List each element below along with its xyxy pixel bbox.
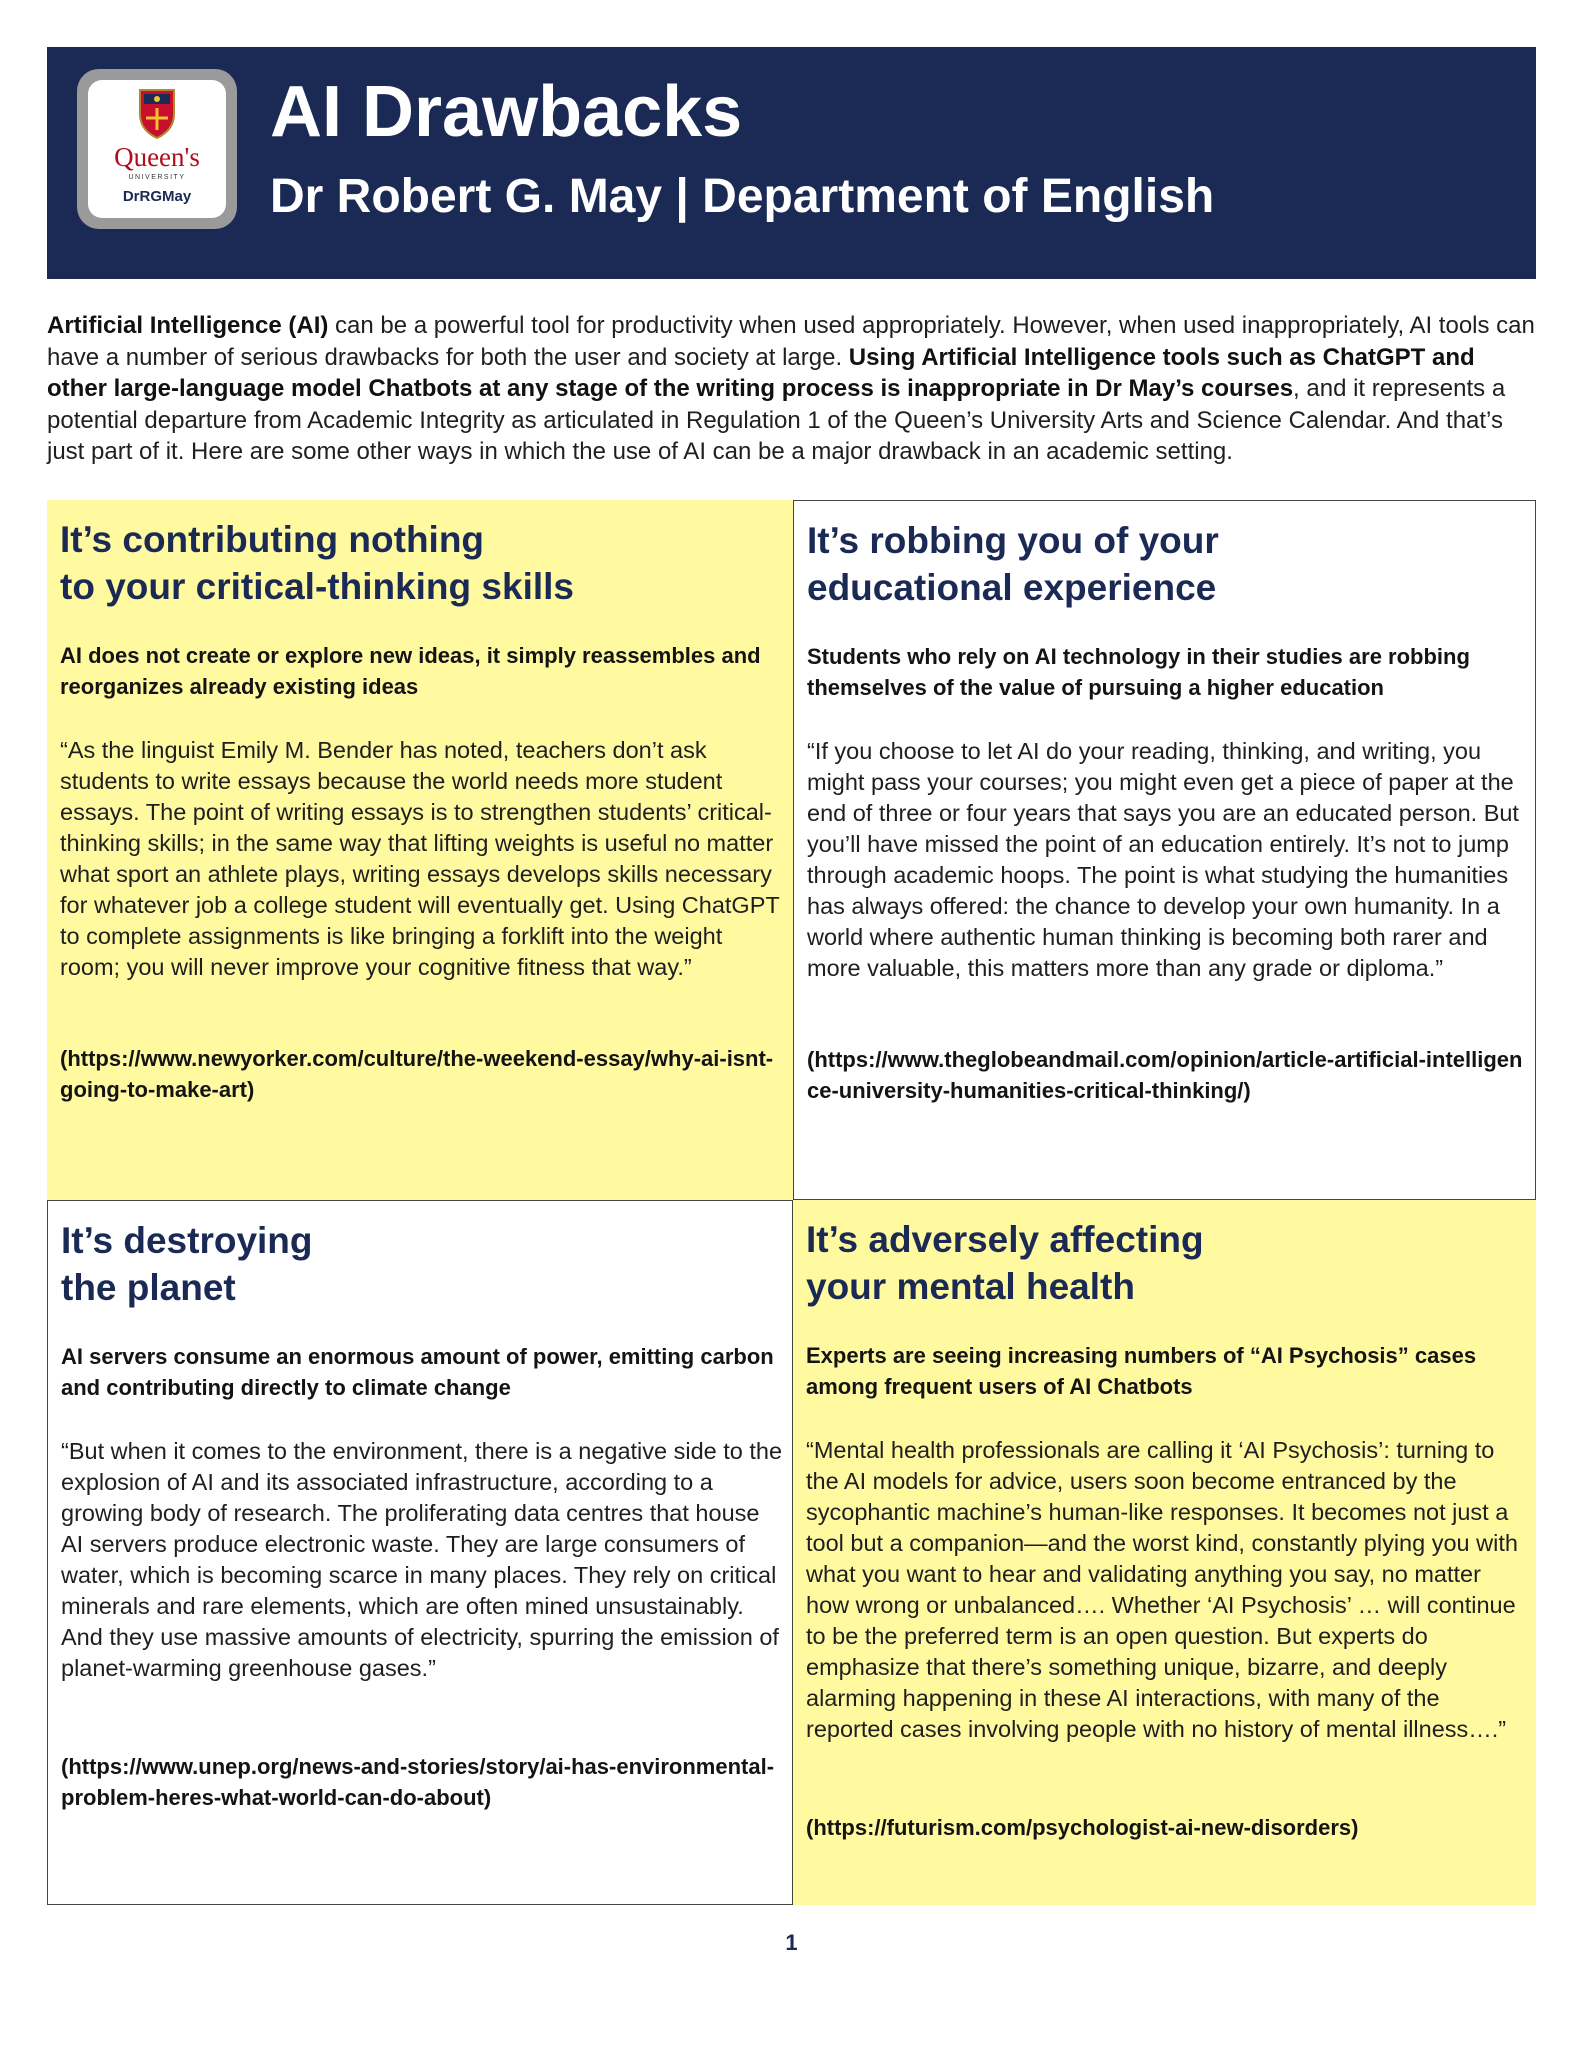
intro-paragraph: [47, 310, 1536, 468]
panel-heading: [61, 1217, 771, 1311]
logo-wordmark: Queen's: [114, 142, 200, 172]
crest-icon: [88, 80, 226, 142]
logo-handle: DrRGMay: [122, 188, 192, 205]
panel-heading: [60, 516, 770, 610]
panel-heading: [807, 517, 1517, 611]
critical-thinking-panel: [47, 500, 793, 1200]
panel-heading-line: It’s destroying: [61, 1220, 313, 1261]
page-number: 1: [785, 1930, 798, 1955]
panel-source-link[interactable]: (https://www.theglobeandmail.com/opinion/article-artificial-intelligence-university-humanities-critical-thinking/): [807, 1047, 1523, 1103]
panel-heading-line: It’s robbing you of your: [807, 520, 1219, 561]
panel-source-link[interactable]: (https://www.unep.org/news-and-stories/story/ai-has-environmental-problem-heres-what-world-can-do-about): [61, 1754, 775, 1810]
panel-quote: “Mental health professionals are calling it ‘AI Psychosis’: turning to the AI models for advice, users soon become entranced by the sycophantic machine’s human-like responses. It becomes not just a tool but a companion—and the worst kind, constantly plying you with what you want to hear and validating anything you say, no matter how wrong or unbalanced…. Whether ‘AI Psychosis’ … will continue to be the preferred term is an open question. But experts do emphasize that there’s something unique, bizarre, and deeply alarming happening in these AI interactions, with many of the reported cases involving people with no history of mental illness….”: [806, 1437, 1518, 1742]
logo-subtext: UNIVERSITY: [128, 174, 186, 181]
panel-lead: AI does not create or explore new ideas, it simply reassembles and reorganizes already existing ideas: [60, 643, 761, 699]
panel-heading-line: It’s contributing nothing: [60, 519, 485, 560]
intro-text-1: can be a powerful tool for productivity when used appropriately. However, when used inappropriately, AI tools can have a number of serious drawbacks for both the user and society at large.: [47, 312, 1535, 371]
logo-panel: [88, 80, 226, 218]
panel-heading: [806, 1216, 1516, 1310]
panel-lead: AI servers consume an enormous amount of power, emitting carbon and contributing directly to climate change: [61, 1344, 774, 1400]
panel-quote: “If you choose to let AI do your reading, thinking, and writing, you might pass your courses; you might even get a piece of paper at the end of three or four years that says you are an educated person. But you’ll have missed the point of an education entirely. It’s not to jump through academic hoops. The point is what studying the humanities has always offered: the chance to develop your own humanity. In a world where authentic human thinking is becoming both rarer and more valuable, this matters more than any grade or diploma.”: [807, 738, 1519, 981]
page-subtitle: Dr Robert G. May | Department of English: [270, 170, 1215, 223]
panel-heading-line: your mental health: [806, 1266, 1135, 1307]
intro-policy-statement: Using Artificial Intelligence tools such as ChatGPT and other large-language model Chatbots at any stage of the writing process is inappropriate in Dr May’s courses: [47, 343, 1475, 402]
planet-panel: [47, 1200, 793, 1905]
page-title: AI Drawbacks: [270, 72, 743, 152]
panel-quote: “As the linguist Emily M. Bender has noted, teachers don’t ask students to write essays because the world needs more student essays. The point of writing essays is to strengthen students’ critical-thinking skills; in the same way that lifting weights is useful no matter what sport an athlete plays, writing essays develops skills necessary for whatever job a college student will eventually get. Using ChatGPT to complete assignments is like bringing a forklift into the weight room; you will never improve your cognitive fitness that way.”: [60, 737, 780, 980]
header-banner: [47, 47, 1536, 279]
panel-lead: Students who rely on AI technology in their studies are robbing themselves of the value of pursuing a higher education: [807, 644, 1470, 700]
queens-university-logo: [77, 69, 237, 229]
panel-quote: “But when it comes to the environment, there is a negative side to the explosion of AI and its associated infrastructure, according to a growing body of research. The proliferating data centres that house AI servers produce electronic waste. They are large consumers of water, which is becoming scarce in many places. They rely on critical minerals and rare elements, which are often mined unsustainably. And they use massive amounts of electricity, spurring the emission of planet-warming greenhouse gases.”: [61, 1438, 783, 1681]
intro-text-2: , and it represents a potential departure from Academic Integrity as articulated in Regulation 1 of the Queen’s University Arts and Science Calendar. And that’s just part of it. Here are some other ways in which the use of AI can be a major drawback in an academic setting.: [47, 375, 1506, 465]
panel-source-link[interactable]: (https://futurism.com/psychologist-ai-new-disorders): [806, 1815, 1359, 1840]
panel-heading-line: to your critical-thinking skills: [60, 566, 574, 607]
educational-experience-panel: [793, 500, 1536, 1200]
panel-lead: Experts are seeing increasing numbers of “AI Psychosis” cases among frequent users of AI Chatbots: [806, 1343, 1477, 1399]
panel-heading-line: the planet: [61, 1267, 236, 1308]
panel-heading-line: It’s adversely affecting: [806, 1219, 1204, 1260]
intro-ai-term: Artificial Intelligence (AI): [47, 312, 329, 339]
panel-heading-line: educational experience: [807, 567, 1217, 608]
panel-source-link[interactable]: (https://www.newyorker.com/culture/the-weekend-essay/why-ai-isnt-going-to-make-art): [60, 1046, 774, 1102]
mental-health-panel: [793, 1200, 1536, 1905]
